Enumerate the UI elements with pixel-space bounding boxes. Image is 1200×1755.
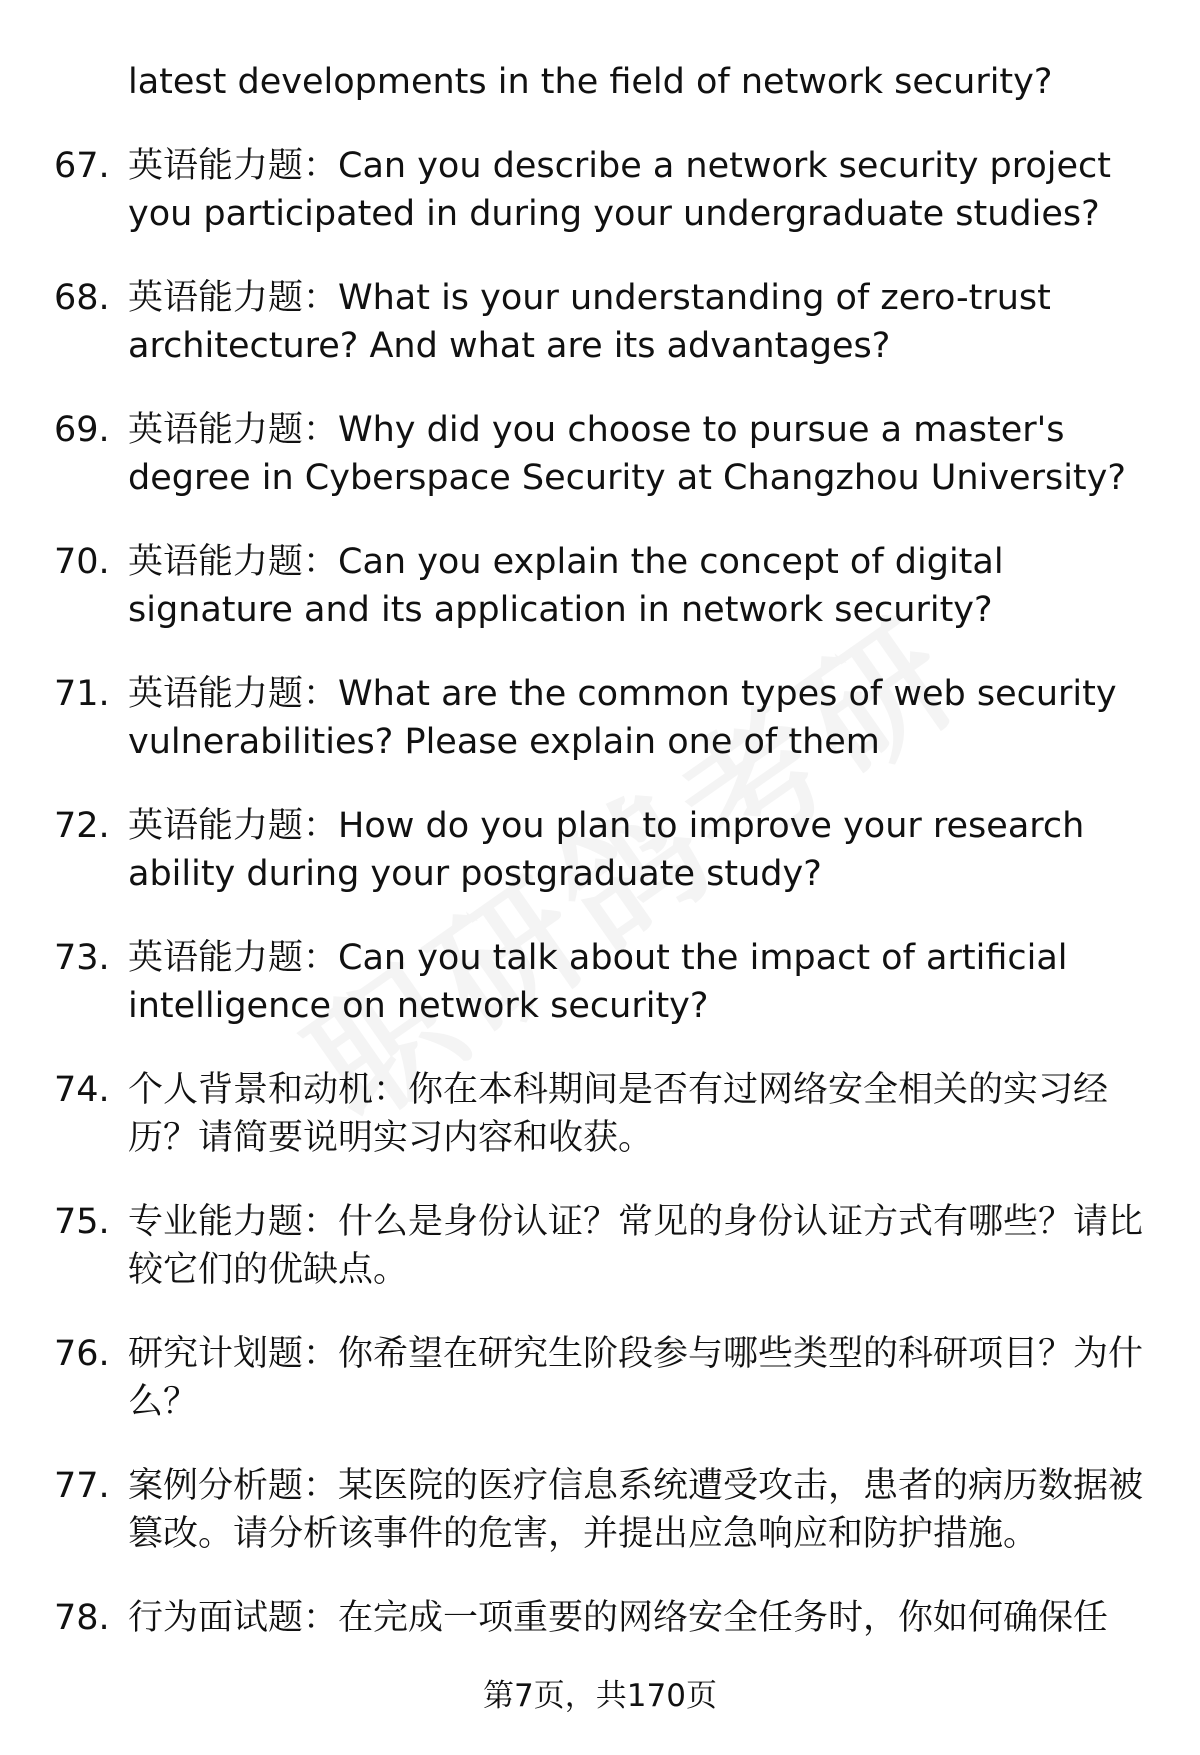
list-item (0, 538, 1200, 670)
list-item (0, 142, 1200, 274)
question-text: 英语能力题：Can you explain the concept of digital signature and its application in network security? (128, 542, 1004, 630)
list-item (0, 1462, 1200, 1594)
question-number: 67. (54, 146, 110, 186)
list-item (0, 1066, 1200, 1198)
question-text: 英语能力题：Can you describe a network security project you participated in during your undergraduate studies? (128, 146, 1112, 234)
question-number: 68. (54, 278, 110, 318)
question-text: 英语能力题：What are the common types of web security vulnerabilities? Please explain one of them (128, 674, 1117, 762)
question-text: 研究计划题：你希望在研究生阶段参与哪些类型的科研项目？为什么？ (128, 1334, 1144, 1422)
question-text: 个人背景和动机：你在本科期间是否有过网络安全相关的实习经历？请简要说明实习内容和收获。 (128, 1070, 1109, 1158)
question-text: 英语能力题：How do you plan to improve your research ability during your postgraduate study? (128, 806, 1085, 894)
list-item (0, 670, 1200, 802)
question-number: 70. (54, 542, 110, 582)
question-text: 行为面试题：在完成一项重要的网络安全任务时，你如何确保任 (128, 1598, 1109, 1638)
list-item (0, 934, 1200, 1066)
question-number: 76. (54, 1334, 110, 1374)
question-number: 74. (54, 1070, 110, 1110)
question-number: 75. (54, 1202, 110, 1242)
question-list (0, 142, 1200, 1726)
question-number: 72. (54, 806, 110, 846)
list-item (0, 406, 1200, 538)
question-text: 案例分析题：某医院的医疗信息系统遭受攻击，患者的病历数据被篡改。请分析该事件的危害，并提出应急响应和防护措施。 (128, 1466, 1144, 1554)
question-number: 77. (54, 1466, 110, 1506)
question-number: 69. (54, 410, 110, 450)
question-text: 英语能力题：What is your understanding of zero-trust architecture? And what are its advantages? (128, 278, 1051, 366)
question-text: 英语能力题：Can you talk about the impact of artificial intelligence on network security? (128, 938, 1068, 1026)
list-item (0, 274, 1200, 406)
page-number-footer: 第7页，共170页 (483, 1678, 717, 1714)
list-item (0, 802, 1200, 934)
list-item (0, 1198, 1200, 1330)
list-item (0, 1330, 1200, 1462)
continued-question-text: latest developments in the field of network security? (128, 62, 1053, 102)
question-number: 78. (54, 1598, 110, 1638)
question-text: 专业能力题：什么是身份认证？常见的身份认证方式有哪些？请比较它们的优缺点。 (128, 1202, 1144, 1290)
question-number: 73. (54, 938, 110, 978)
question-text: 英语能力题：Why did you choose to pursue a master's degree in Cyberspace Security at Changzhou University? (128, 410, 1126, 498)
question-number: 71. (54, 674, 110, 714)
